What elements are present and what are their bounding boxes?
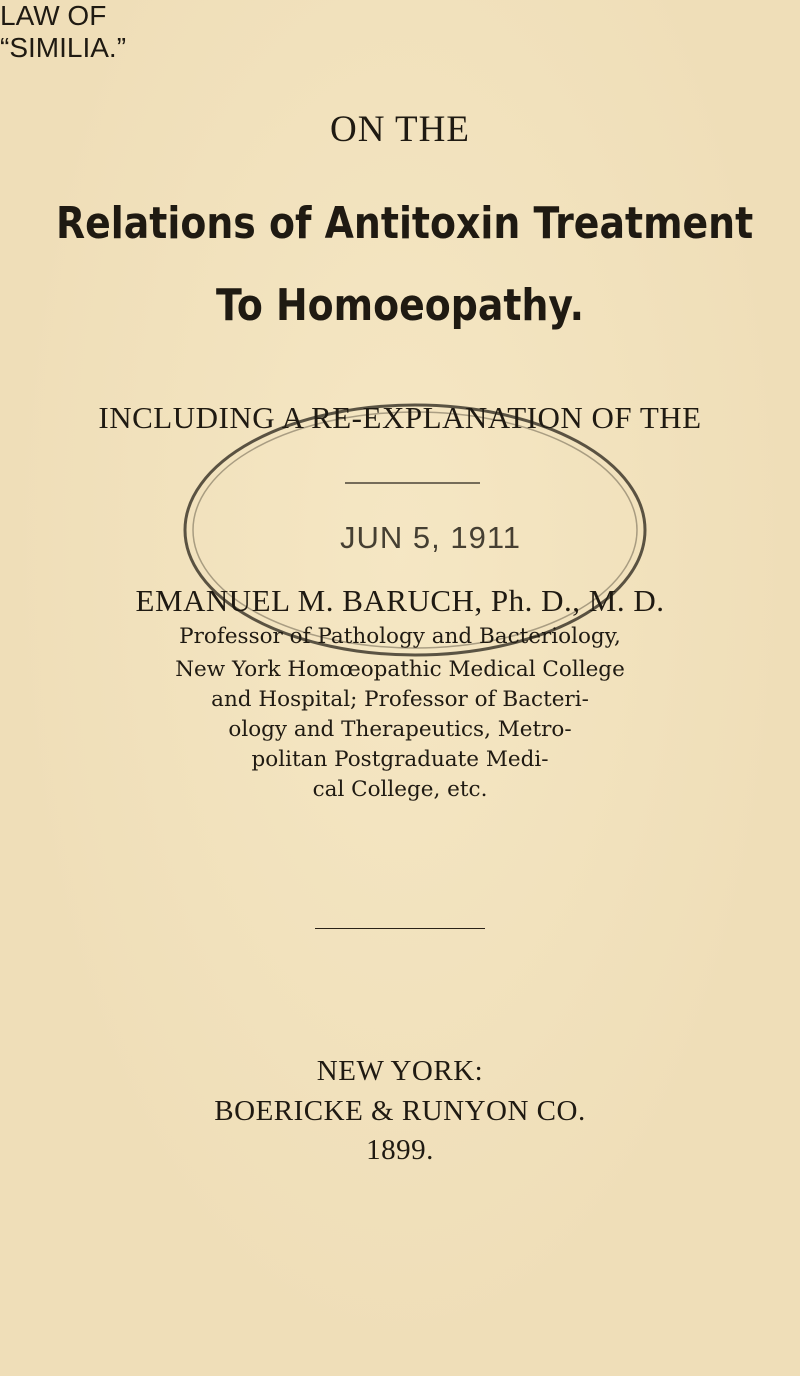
author-name: EMANUEL M. BARUCH, Ph. D., M. D.	[135, 583, 665, 618]
affiliation-line: New York Homœopathic Medical College	[175, 657, 625, 682]
affiliation-line: ology and Therapeutics, Metro-	[228, 717, 572, 742]
title-line-1: Relations of Antitoxin Treatment	[56, 198, 754, 249]
affiliation-line: politan Postgraduate Medi-	[251, 747, 549, 772]
subtitle-line-2: LAW OF “SIMILIA.”	[0, 0, 127, 63]
subtitle: INCLUDING A RE-EXPLANATION OF THE	[98, 400, 702, 435]
stamp-date: JUN 5, 1911	[340, 520, 522, 555]
affiliation-line: cal College, etc.	[312, 777, 488, 802]
preface-text: ON THE	[330, 109, 470, 150]
publisher-city: NEW YORK:	[316, 1055, 484, 1087]
affiliation-line: and Hospital; Professor of Bacteri-	[211, 687, 589, 712]
publication-year: 1899.	[366, 1134, 434, 1166]
affiliation-line: Professor of Pathology and Bacteriology,	[179, 624, 621, 649]
title-line-2: To Homoeopathy.	[216, 280, 584, 331]
publisher-name: BOERICKE & RUNYON CO.	[214, 1095, 586, 1127]
divider-rule	[315, 928, 485, 929]
